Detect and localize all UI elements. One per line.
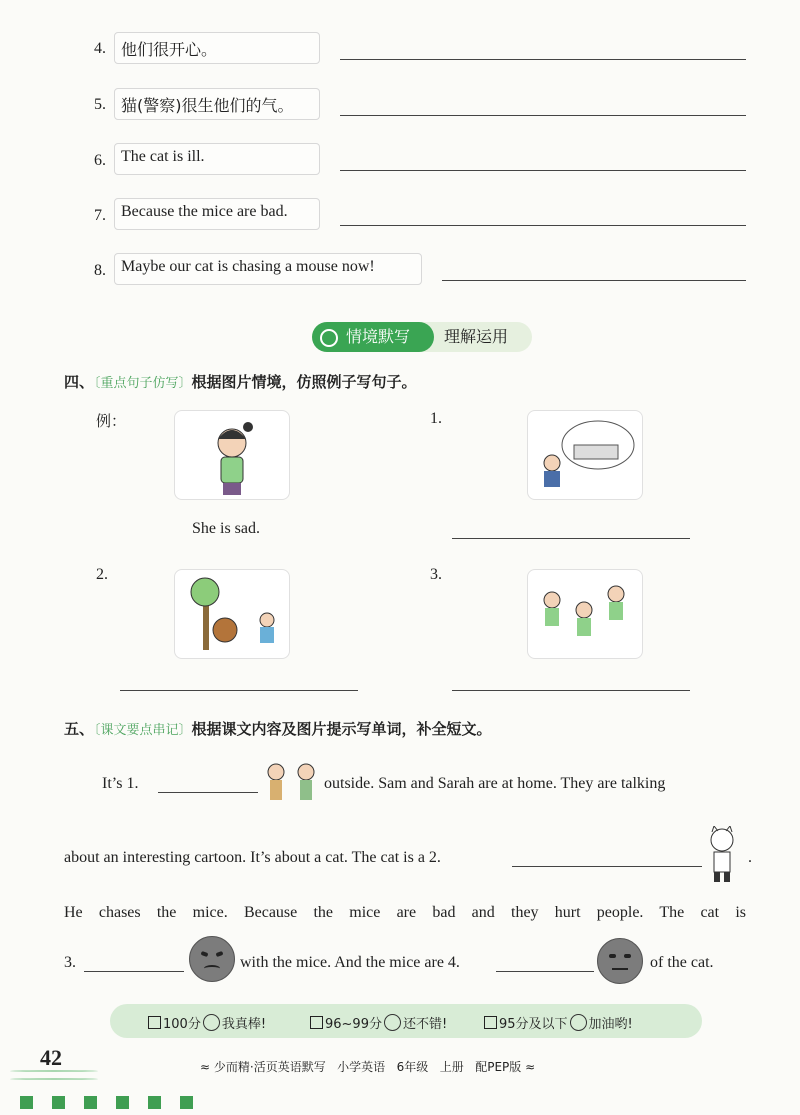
example-sentence: She is sad.	[192, 520, 260, 537]
passage-line-1a: It’s 1.	[102, 775, 139, 792]
item-number: 6.	[94, 152, 106, 169]
sentence-box: Maybe our cat is chasing a mouse now!	[114, 253, 422, 285]
answer-line[interactable]	[452, 690, 690, 691]
cheer-icon	[570, 1014, 587, 1031]
picture-label-2: 2.	[96, 566, 108, 583]
wave-icon: ≈	[200, 1060, 211, 1074]
item-number: 4.	[94, 40, 106, 57]
medal-icon	[320, 329, 338, 347]
decor-square	[20, 1096, 33, 1109]
answer-line[interactable]	[120, 690, 358, 691]
item-number: 5.	[94, 96, 106, 113]
section-number: 五、	[64, 720, 95, 738]
scared-face-icon	[597, 938, 643, 984]
checkbox-icon[interactable]	[310, 1016, 323, 1029]
kids-hint-picture	[260, 758, 322, 808]
book-info	[200, 1058, 535, 1075]
item-number: 8.	[94, 262, 106, 279]
example-label: 例：	[96, 412, 127, 430]
checkbox-icon[interactable]	[148, 1016, 161, 1029]
book-grade: 6年级	[396, 1060, 429, 1074]
picture-2	[174, 569, 290, 659]
picture-label-1: 1.	[430, 410, 442, 427]
sad-girl-illustration	[175, 411, 289, 499]
decor-square	[116, 1096, 129, 1109]
score-range: 100分	[163, 1017, 201, 1032]
item-number: 7.	[94, 207, 106, 224]
answer-line[interactable]	[340, 115, 746, 116]
answer-line[interactable]	[442, 280, 746, 281]
tree-lion-illustration	[175, 570, 289, 658]
cat-police-hint-picture	[704, 826, 740, 884]
blank-4[interactable]	[496, 971, 594, 972]
section-4-heading	[64, 371, 417, 392]
passage-line-1b: outside. Sam and Sarah are at home. They are talking	[324, 775, 666, 792]
score-option-1[interactable]	[148, 1013, 266, 1032]
wave-decoration	[10, 1070, 98, 1072]
picture-3	[527, 569, 643, 659]
banner-left-label: 情境默写	[346, 327, 411, 346]
section-tag: 〔课文要点串记〕	[94, 723, 192, 738]
picture-1	[527, 410, 643, 500]
book-volume: 上册	[439, 1060, 464, 1074]
section-number: 四、	[64, 373, 95, 391]
decor-square	[180, 1096, 193, 1109]
page-number: 42	[40, 1045, 62, 1070]
decor-square	[84, 1096, 97, 1109]
score-range: 96~99分	[325, 1017, 382, 1032]
checkbox-icon[interactable]	[484, 1016, 497, 1029]
answer-line[interactable]	[340, 170, 746, 171]
wave-decoration	[10, 1078, 98, 1080]
decor-square	[148, 1096, 161, 1109]
banner-right-label: 理解运用	[444, 327, 509, 346]
answer-line[interactable]	[340, 59, 746, 60]
sentence-box: 猫(警察)很生他们的气。	[114, 88, 320, 120]
score-option-2[interactable]	[310, 1013, 447, 1032]
score-note: 加油哟!	[588, 1017, 633, 1032]
answer-line[interactable]	[452, 538, 690, 539]
book-subject: 小学英语	[337, 1060, 386, 1074]
decor-square	[52, 1096, 65, 1109]
blank-1[interactable]	[158, 792, 258, 793]
wave-icon: ≈	[525, 1060, 536, 1074]
section-instruction: 根据图片情境，仿照例子写句子。	[191, 373, 417, 391]
thumbs-up-icon	[203, 1014, 220, 1031]
section-5-heading	[64, 718, 492, 739]
passage-line-2a: about an interesting cartoon. It’s about a cat. The cat is a 2.	[64, 849, 441, 866]
passage-line-4c: of the cat.	[650, 954, 714, 971]
angry-face-icon	[189, 936, 235, 982]
example-picture	[174, 410, 290, 500]
passage-line-2b: .	[748, 849, 752, 866]
passage-line-4a: 3.	[64, 954, 76, 971]
passage-line-3: He chases the mice. Because the mice are bad and they hurt people. The cat is	[64, 904, 746, 921]
ill-boy-illustration	[528, 411, 642, 499]
picture-label-3: 3.	[430, 566, 442, 583]
book-title: 少而精·活页英语默写	[213, 1060, 326, 1074]
sentence-box: Because the mice are bad.	[114, 198, 320, 230]
sentence-box: The cat is ill.	[114, 143, 320, 175]
score-range: 95分及以下	[499, 1017, 568, 1032]
smile-icon	[384, 1014, 401, 1031]
section-banner	[312, 322, 532, 352]
sentence-box: 他们很开心。	[114, 32, 320, 64]
blank-2[interactable]	[512, 866, 702, 867]
section-tag: 〔重点句子仿写〕	[94, 376, 192, 391]
banner-pill	[312, 322, 434, 352]
answer-line[interactable]	[340, 225, 746, 226]
blank-3[interactable]	[84, 971, 184, 972]
passage-line-4b: with the mice. And the mice are 4.	[240, 954, 460, 971]
score-note: 还不错!	[402, 1017, 448, 1032]
score-option-3[interactable]	[484, 1013, 633, 1032]
score-bar	[110, 1004, 702, 1038]
happy-kids-illustration	[528, 570, 642, 658]
section-instruction: 根据课文内容及图片提示写单词，补全短文。	[191, 720, 492, 738]
score-note: 我真棒!	[221, 1017, 267, 1032]
book-edition: 配PEP版	[475, 1060, 522, 1074]
